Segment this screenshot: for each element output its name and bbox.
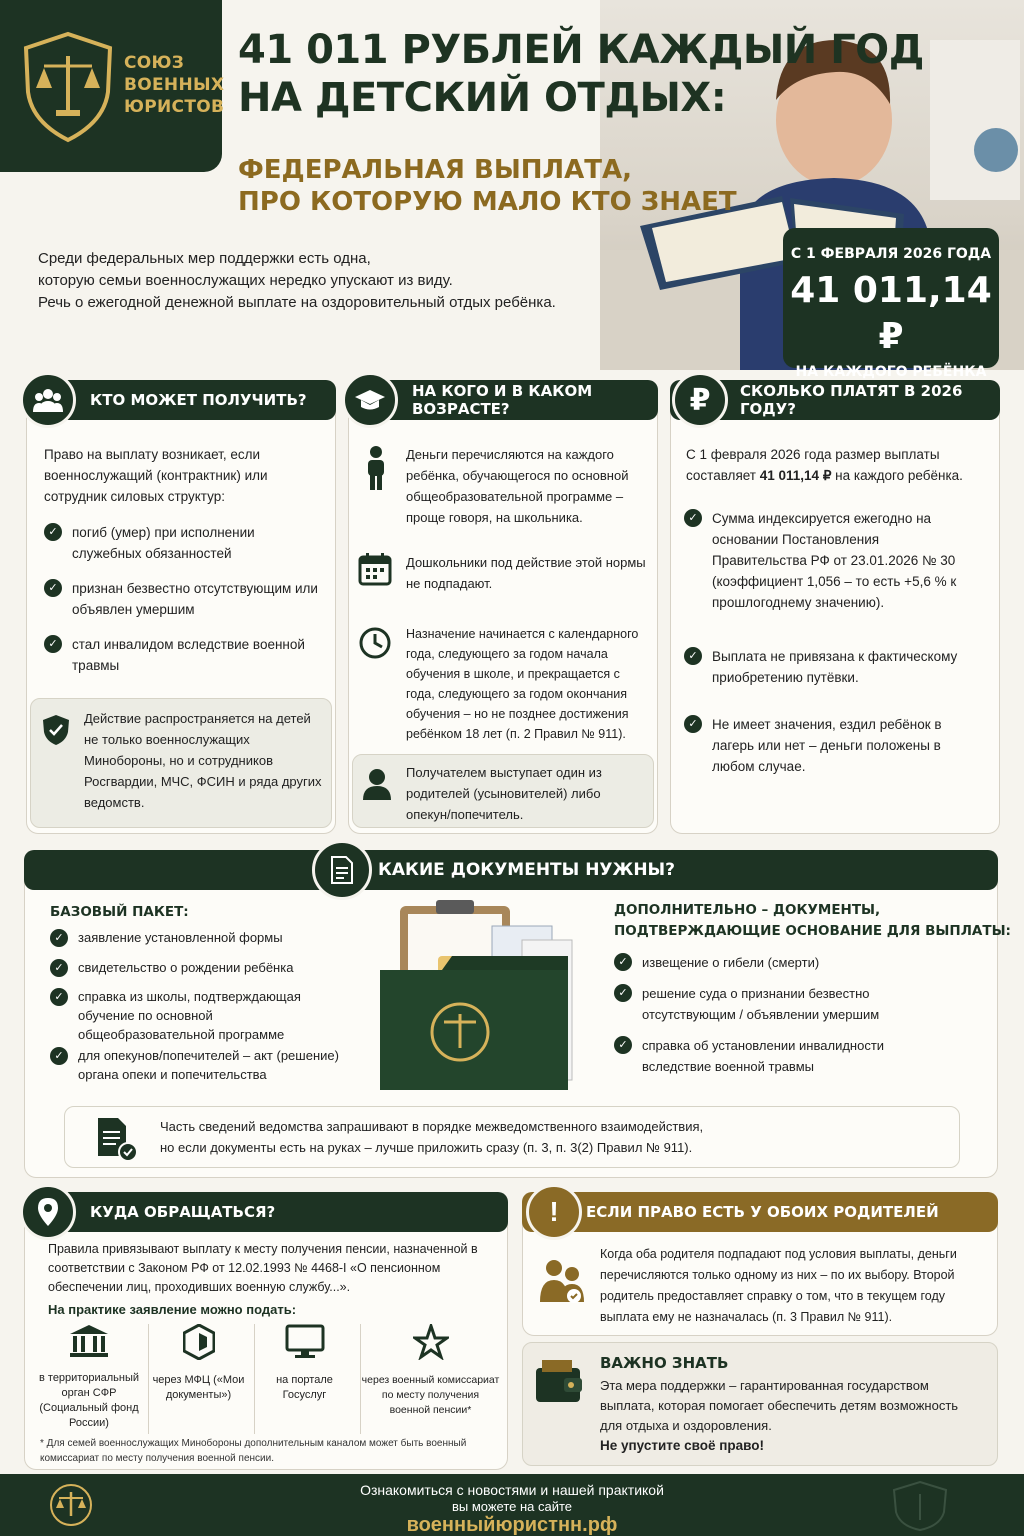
who-item: ✓ признан безвестно отсутствующим или объявлен умершим <box>44 578 320 620</box>
extra-docs-title: ДОПОЛНИТЕЛЬНО – ДОКУМЕНТЫ, ПОДТВЕРЖДАЮЩИЕ ОСНОВАНИЕ ДЛЯ ВЫПЛАТЫ: <box>614 902 1011 939</box>
footer-line2: вы можете на сайте <box>451 1499 573 1514</box>
important-bold: Не упустите своё право! <box>600 1438 765 1453</box>
parents-icon <box>538 1258 588 1304</box>
base-doc-item: ✓ свидетельство о рождении ребёнка <box>50 958 350 977</box>
logo-text: СОЮЗ ВОЕННЫХ ЮРИСТОВ <box>124 53 225 117</box>
where-footnote: * Для семей военнослужащих Минобороны дополнительным каналом может быть военный комиссариат по месту получения военной пенсии. <box>40 1438 467 1464</box>
age-note-text: Получателем выступает один из родителей (усыновителей) либо опекун/попечитель. <box>406 765 602 822</box>
where-header: КУДА ОБРАЩАТЬСЯ? <box>24 1192 508 1232</box>
wallet-icon <box>534 1358 584 1406</box>
check-icon: ✓ <box>614 1036 632 1054</box>
page-subtitle: ФЕДЕРАЛЬНАЯ ВЫПЛАТА, ПРО КОТОРУЮ МАЛО КТО ЗНАЕТ <box>238 155 737 217</box>
folder-with-documents-illustration <box>372 896 602 1096</box>
scales-emblem-icon <box>18 30 118 148</box>
check-icon: ✓ <box>50 988 68 1006</box>
check-icon: ✓ <box>44 635 62 653</box>
page-title: 41 011 РУБЛЕЙ КАЖДЫЙ ГОД НА ДЕТСКИЙ ОТДЫХ: <box>238 27 924 121</box>
monitor-icon <box>285 1324 325 1360</box>
check-icon: ✓ <box>50 959 68 977</box>
base-doc-item: ✓ для опекунов/попечителей – акт (решение) органа опеки и попечительства <box>50 1046 360 1084</box>
base-package-title: БАЗОВЫЙ ПАКЕТ: <box>50 904 189 920</box>
age-item: Дошкольники под действие этой нормы не подпадают. <box>406 555 646 591</box>
base-doc-item: ✓ справка из школы, подтверждающая обучение по основной общеобразовательной программе <box>50 987 350 1044</box>
ruble-icon: ₽ <box>672 372 728 428</box>
age-item: Назначение начинается с календарного года, следующего за годом начала обучения в школе, и прекращается с года, следующего за годом окончания обучения – но не позднее достижения ребёнком 18 лет (п. 2 Правил № 911). <box>406 627 639 741</box>
calendar-icon <box>358 552 392 586</box>
footer-scales-icon <box>48 1480 94 1530</box>
docs-header: КАКИЕ ДОКУМЕНТЫ НУЖНЫ? <box>24 850 998 890</box>
check-icon: ✓ <box>684 715 702 733</box>
base-doc-item: ✓ заявление установленной формы <box>50 928 350 947</box>
extra-doc-item: ✓ справка об установлении инвалидности вследствие военной травмы <box>614 1035 904 1077</box>
check-icon: ✓ <box>614 984 632 1002</box>
extra-doc-item: ✓ решение суда о признании безвестно отсутствующим / объявлении умершим <box>614 983 904 1025</box>
who-note-text: Действие распространяется на детей не только военнослужащих Минобороны, но и сотрудников Росгвардии, МЧС, ФСИН и ряда других ведомств. <box>84 711 322 810</box>
docs-note-text: Часть сведений ведомства запрашивают в порядке межведомственного взаимодействия, но если документы есть на руках – лучше приложить сразу (п. 3, п. 3(2) Правил № 911). <box>160 1119 704 1155</box>
check-icon: ✓ <box>684 509 702 527</box>
government-building-icon <box>69 1324 109 1358</box>
clock-icon <box>358 626 392 660</box>
both-text: Когда оба родителя подпадают под условия выплаты, деньги перечисляются только одному из них – по их выбору. Второй родитель предоставляет справку о том, что в текущем году выплата ему не назначалась (п. 3 Правил № 911). <box>600 1247 957 1324</box>
amount-item: ✓ Выплата не привязана к фактическому приобретению путёвки. <box>684 646 974 688</box>
mfc-logo-icon <box>183 1324 215 1360</box>
where-intro: Правила привязывают выплату к месту получения пенсии, назначенной в соответствии с Законом РФ от 12.02.1993 № 4468-I «О пенсионном обеспечении лиц, проходивших военную службу...». <box>48 1242 478 1294</box>
who-intro: Право на выплату возникает, если военнослужащий (контрактник) или сотрудник силовых структур: <box>44 447 268 504</box>
graduation-cap-icon <box>342 372 398 428</box>
option-sfr: в территориальный орган СФР (Социальный фонд России) <box>34 1324 144 1434</box>
who-header: КТО МОЖЕТ ПОЛУЧИТЬ? <box>26 380 336 420</box>
amount-item: ✓ Сумма индексируется ежегодно на основании Постановления Правительства РФ от 23.01.2026 № 30 (коэффициент 1,056 – то есть +5,6 % к прошлогоднему значению). <box>684 508 974 613</box>
footer-site-link[interactable]: военныйюристнн.рф <box>406 1514 618 1536</box>
amount-header: СКОЛЬКО ПЛАТЯТ В 2026 ГОДУ? <box>670 380 1000 420</box>
amount-intro: С 1 февраля 2026 года размер выплаты составляет 41 011,14 ₽ на каждого ребёнка. <box>686 447 963 483</box>
shield-icon <box>42 714 70 746</box>
who-item: ✓ стал инвалидом вследствие военной травмы <box>44 634 320 676</box>
option-gosuslugi: на портале Госуслуг <box>254 1324 354 1434</box>
important-text: Эта мера поддержки – гарантированная государством выплата, которая помогает обеспечить детям возможность для отдыха и оздоровления. <box>600 1378 959 1433</box>
document-check-icon <box>94 1116 140 1162</box>
age-header: НА КОГО И В КАКОМ ВОЗРАСТЕ? <box>348 380 658 420</box>
check-icon: ✓ <box>684 647 702 665</box>
check-icon: ✓ <box>50 929 68 947</box>
child-icon <box>364 446 388 490</box>
document-icon <box>312 840 372 900</box>
exclamation-icon: ! <box>526 1184 582 1240</box>
amount-badge: С 1 ФЕВРАЛЯ 2026 ГОДА 41 011,14 ₽ НА КАЖДОГО РЕБЁНКА <box>783 228 999 368</box>
check-icon: ✓ <box>44 579 62 597</box>
check-icon: ✓ <box>44 523 62 541</box>
intro-text: Среди федеральных мер поддержки есть одна, которую семьи военнослужащих нередко упускают из виду. Речь о ежегодной денежной выплате на оздоровительный отдых ребёнка. <box>38 250 556 311</box>
footer-line1: Ознакомиться с новостями и нашей практикой <box>360 1482 664 1498</box>
footer-emblem-watermark-icon <box>888 1480 952 1532</box>
both-header: ЕСЛИ ПРАВО ЕСТЬ У ОБОИХ РОДИТЕЛЕЙ <box>522 1192 998 1232</box>
where-practice: На практике заявление можно подать: <box>48 1302 297 1317</box>
person-icon <box>362 768 392 800</box>
amount-item: ✓ Не имеет значения, ездил ребёнок в лагерь или нет – деньги положены в любом случае. <box>684 714 974 777</box>
logo-panel <box>0 0 225 172</box>
location-pin-icon <box>20 1184 76 1240</box>
age-item: Деньги перечисляются на каждого ребёнка, обучающегося по основной общеобразовательной программе – проще говоря, на школьника. <box>406 447 629 525</box>
check-icon: ✓ <box>614 953 632 971</box>
extra-doc-item: ✓ извещение о гибели (смерти) <box>614 952 904 973</box>
important-title: ВАЖНО ЗНАТЬ <box>600 1354 729 1372</box>
check-icon: ✓ <box>50 1047 68 1065</box>
option-commissariat: через военный комиссариат по месту получения военной пенсии* <box>360 1324 500 1434</box>
people-icon <box>20 372 76 428</box>
footer <box>0 1474 1024 1536</box>
option-mfc: через МФЦ («Мои документы») <box>148 1324 248 1434</box>
who-item: ✓ погиб (умер) при исполнении служебных обязанностей <box>44 522 320 564</box>
star-icon <box>413 1324 449 1360</box>
